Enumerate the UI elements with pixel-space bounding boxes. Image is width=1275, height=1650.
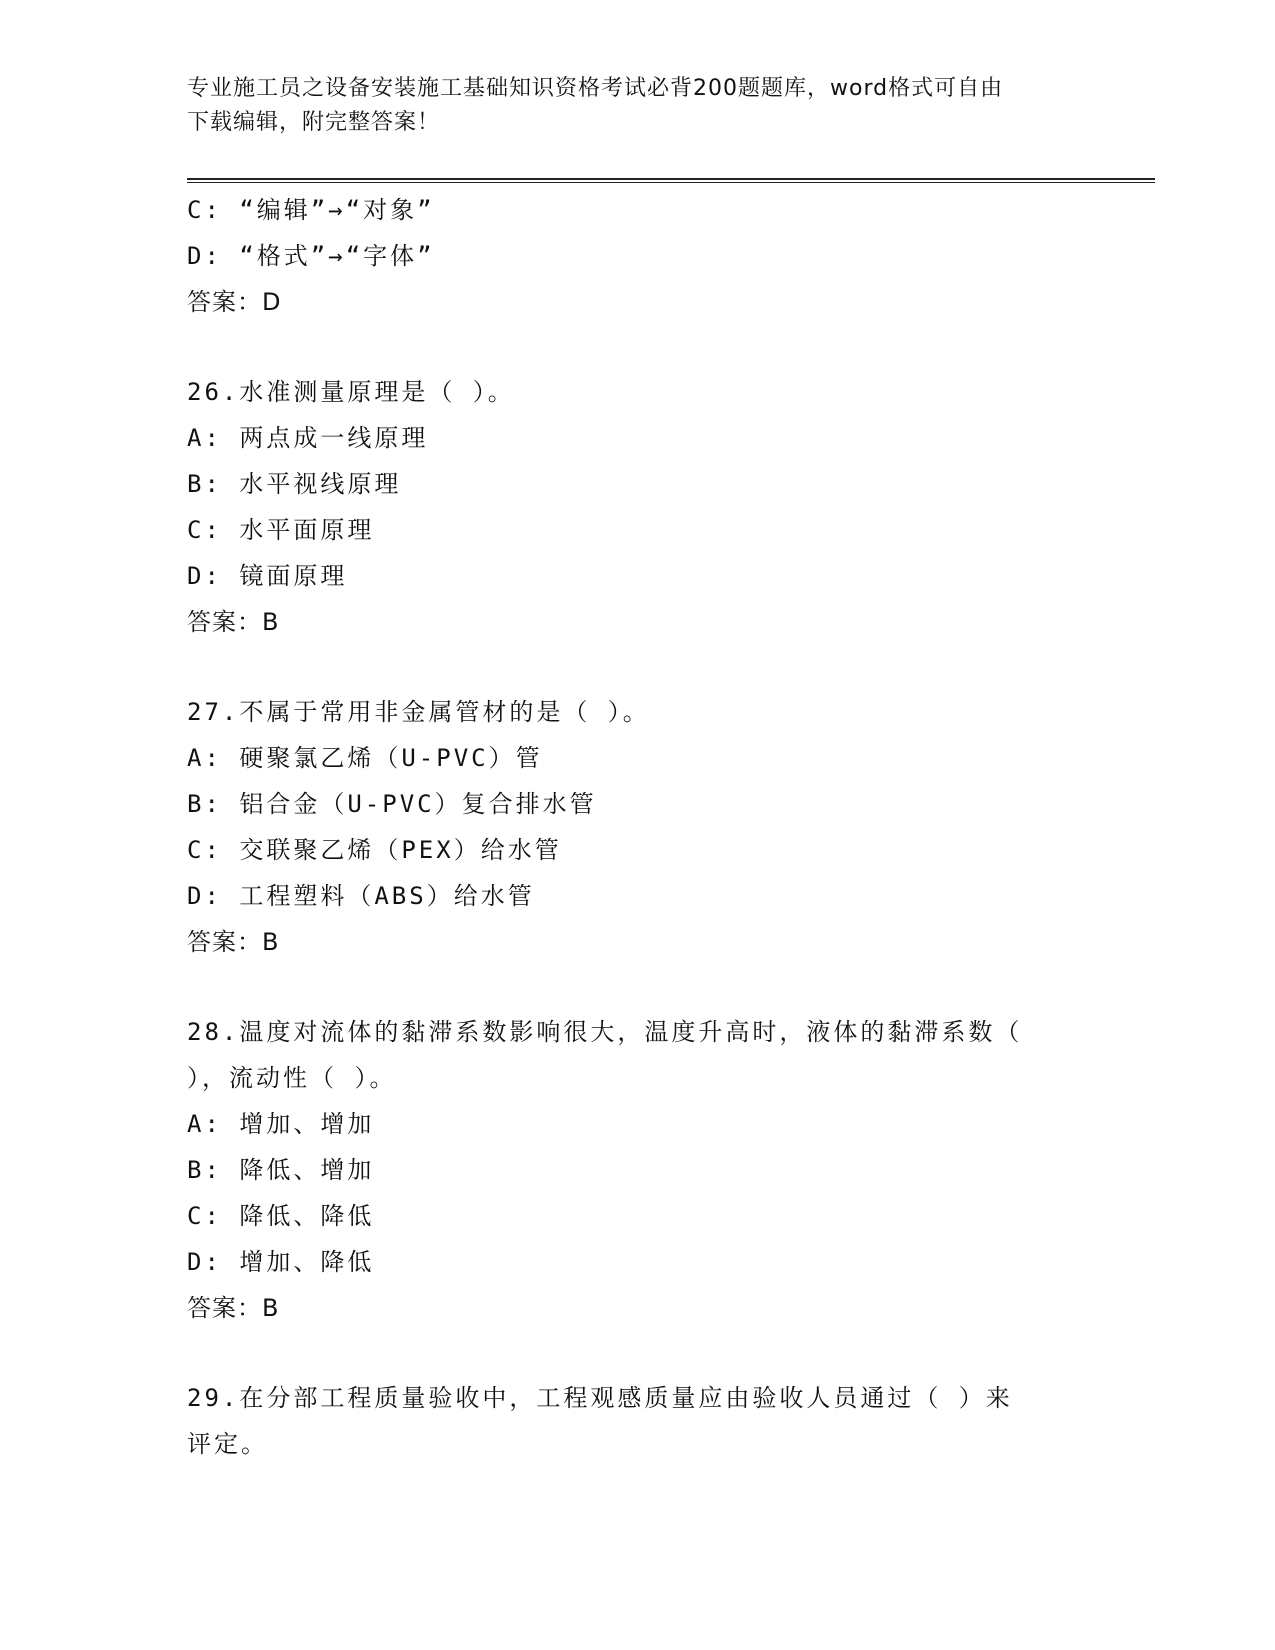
option-a: A: 两点成一线原理 bbox=[187, 424, 429, 452]
option-c: C: 交联聚乙烯（PEX）给水管 bbox=[187, 836, 562, 864]
question-stem-line-2: 评定。 bbox=[187, 1430, 268, 1458]
question-stem: 26.水准测量原理是（ ）。 bbox=[187, 378, 515, 406]
answer: 答案：D bbox=[187, 288, 282, 316]
answer: 答案：B bbox=[187, 928, 280, 956]
question-content bbox=[187, 187, 1087, 1467]
question-27 bbox=[187, 689, 1087, 965]
option-d: D: 镜面原理 bbox=[187, 562, 348, 590]
option-c: C: “编辑”→“对象” bbox=[187, 196, 435, 224]
header-divider bbox=[187, 178, 1155, 183]
question-29 bbox=[187, 1375, 1087, 1467]
option-b: B: 降低、增加 bbox=[187, 1156, 375, 1184]
option-b: B: 水平视线原理 bbox=[187, 470, 402, 498]
document-title-line-2: 下载编辑，附完整答案！ bbox=[187, 110, 441, 135]
option-c: C: 水平面原理 bbox=[187, 516, 375, 544]
option-d: D: “格式”→“字体” bbox=[187, 242, 435, 270]
option-a: A: 增加、增加 bbox=[187, 1110, 375, 1138]
option-a: A: 硬聚氯乙烯（U-PVC）管 bbox=[187, 744, 543, 772]
question-stem-line-1: 28.温度对流体的黏滞系数影响很大，温度升高时，液体的黏滞系数（ bbox=[187, 1018, 1023, 1046]
question-25-partial bbox=[187, 187, 1087, 325]
answer: 答案：B bbox=[187, 1294, 280, 1322]
option-d: D: 工程塑料（ABS）给水管 bbox=[187, 882, 535, 910]
question-stem-line-2: ），流动性（ ）。 bbox=[187, 1064, 397, 1092]
option-c: C: 降低、降低 bbox=[187, 1202, 375, 1230]
question-stem: 27.不属于常用非金属管材的是（ ）。 bbox=[187, 698, 650, 726]
question-28 bbox=[187, 1009, 1087, 1331]
answer: 答案：B bbox=[187, 608, 280, 636]
question-26 bbox=[187, 369, 1087, 645]
option-d: D: 增加、降低 bbox=[187, 1248, 375, 1276]
question-stem-line-1: 29.在分部工程质量验收中，工程观感质量应由验收人员通过（ ）来 bbox=[187, 1384, 1013, 1412]
document-title-line-1: 专业施工员之设备安装施工基础知识资格考试必背200题题库，word格式可自由 bbox=[187, 76, 1004, 101]
option-b: B: 铝合金（U-PVC）复合排水管 bbox=[187, 790, 597, 818]
page-header bbox=[187, 72, 1067, 140]
